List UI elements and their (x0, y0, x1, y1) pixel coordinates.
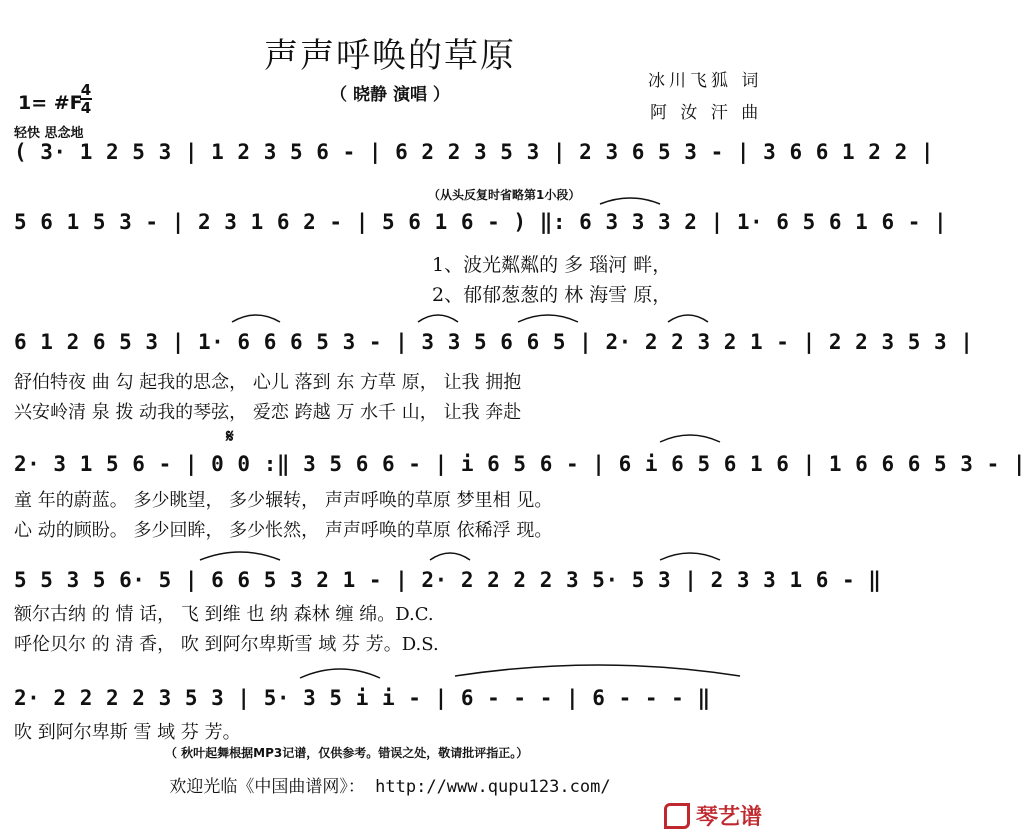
lyric-row-2-verse-2: 2、郁郁葱葱的 林 海雪 原， (432, 284, 672, 306)
slur-1 (232, 315, 280, 322)
slur-5 (660, 435, 720, 442)
notation-row-1: ( 3· 1 2 5 3 | 1 2 3 5 6 - | 6 2 2 3 5 3 | 2 3 6 5 3 - | 3 6 6 1 2 2 | (14, 140, 935, 164)
lyric-row-3-verse-1: 舒伯特夜 曲 勾 起我的思念， 心儿 落到 东 方草 原， 让我 拥抱 (14, 372, 522, 393)
lyric-row-6-verse-1: 吹 到阿尔卑斯 雪 域 芬 芳。 (14, 722, 241, 743)
tie-row2 (600, 198, 660, 204)
song-title: 声声呼唤的草原 (264, 36, 516, 76)
time-sig-bottom: 4 (80, 99, 92, 117)
lyric-row-2-verse-1: 1、波光粼粼的 多 瑙河 畔， (432, 254, 672, 276)
slur-8 (660, 553, 720, 560)
logo-text: 琴艺谱 (695, 805, 762, 830)
notation-row-4: 2· 3 1 5 6 - | 0 0 :‖ 3 5 6 6 - | i 6 5 6 - | 6 i 6 5 6 1 6 | 1 6 6 6 5 3 - | (14, 452, 1026, 476)
slur-3 (518, 315, 578, 322)
repeat-note: （从头反复时省略第1小段） (428, 188, 581, 202)
lyricist-credit: 冰川飞狐 词 (648, 71, 763, 91)
lyric-row-5-verse-1: 额尔古纳 的 情 话， 飞 到维 也 纳 森林 缠 绵。D.C. (14, 604, 434, 625)
notation-row-3: 6 1 2 6 5 3 | 1· 6 6 6 5 3 - | 3 3 5 6 6 5 | 2· 2 2 3 2 1 - | 2 2 3 5 3 | (14, 330, 974, 354)
lyric-row-4-verse-2: 心 动的顾盼。 多少回眸， 多少怅然， 声声呼唤的草原 依稀浮 现。 (14, 520, 553, 541)
key-signature: 1= #F (18, 92, 83, 114)
tempo-marking: 轻快 思念地 (14, 126, 84, 141)
notation-row-5: 5 5 3 5 6· 5 | 6 6 5 3 2 1 - | 2· 2 2 2 2 3 5· 5 3 | 2 3 3 1 6 - ‖ (14, 568, 882, 592)
lyric-row-5-verse-2: 呼伦贝尔 的 清 香， 吹 到阿尔卑斯雪 域 芬 芳。D.S. (14, 634, 439, 655)
composer-credit: 阿 汝 汗 曲 (650, 103, 763, 123)
notation-row-2: 5 6 1 5 3 - | 2 3 1 6 2 - | 5 6 1 6 - ) ‖: 6 3 3 3 2 | 1· 6 5 6 1 6 - | (14, 210, 948, 234)
footnote: （ 秋叶起舞根据MP3记谱，仅供参考。错误之处，敬请批评指正。） (165, 746, 529, 760)
tie-final (455, 665, 740, 676)
time-sig-top: 4 (80, 81, 92, 99)
lyric-row-3-verse-2: 兴安岭清 泉 拨 动我的琴弦， 爱恋 跨越 万 水千 山， 让我 奔赴 (14, 402, 522, 423)
lyric-row-4-verse-1: 童 年的蔚蓝。 多少眺望， 多少辗转， 声声呼唤的草原 梦里相 见。 (14, 490, 553, 511)
singer-line: （ 晓静 演唱 ） (330, 85, 450, 105)
slur-9 (300, 669, 380, 678)
notation-row-6: 2· 2 2 2 2 3 5 3 | 5· 3 5 i i - | 6 - - - | 6 - - - ‖ (14, 686, 711, 710)
slur-2 (418, 315, 458, 322)
site-footer: 欢迎光临《中国曲谱网》： http://www.qupu123.com/ (169, 777, 611, 797)
segno-sign: 𝄋 (226, 426, 234, 447)
slur-4 (668, 315, 708, 322)
slur-6 (200, 552, 280, 560)
slur-7 (430, 553, 470, 560)
